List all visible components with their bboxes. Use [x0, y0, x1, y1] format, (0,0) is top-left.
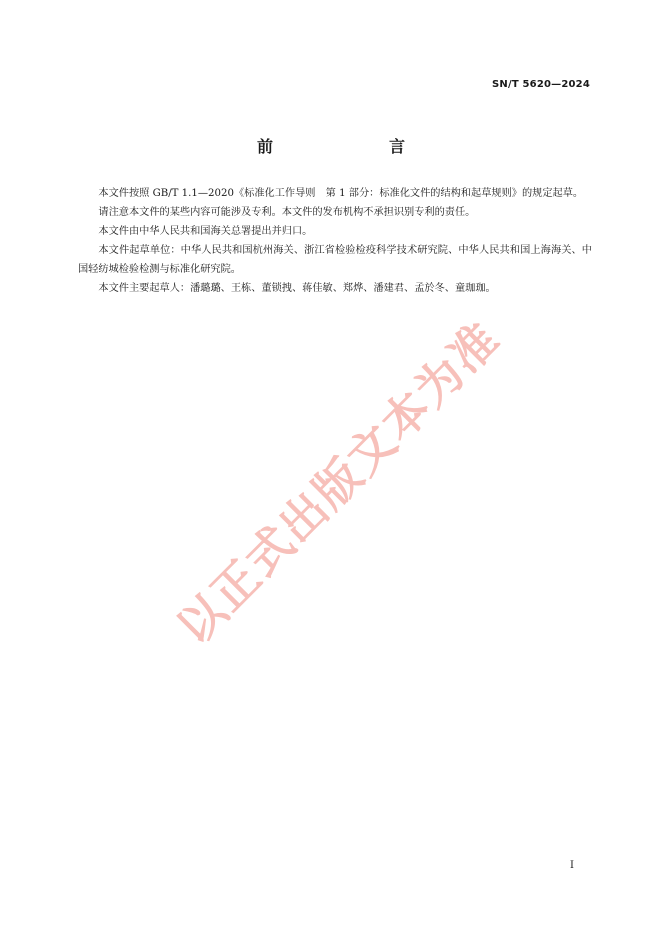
paragraph-drafters: 本文件主要起草人：潘璐璐、王栋、董锁拽、蒋佳敏、郑烨、潘建君、孟於冬、童珈珈。: [98, 283, 496, 294]
watermark-stamp: 以正式出版文本为准: [166, 311, 511, 655]
page-number: I: [570, 860, 574, 871]
standard-code: SN/T 5620—2024: [492, 79, 590, 90]
paragraph-patent-notice: 请注意本文件的某些内容可能涉及专利。本文件的发布机构不承担识别专利的责任。: [98, 207, 476, 218]
paragraph-drafting-units: 本文件起草单位：中华人民共和国杭州海关、浙江省检验检疫科学技术研究院、中华人民共和国上海海关、中国轻纺城检验检测与标准化研究院。: [78, 245, 592, 275]
paragraph-proposer: 本文件由中华人民共和国海关总署提出并归口。: [98, 226, 313, 237]
page-title: 前 言: [256, 137, 433, 156]
paragraph-drafting-rules: 本文件按照 GB/T 1.1—2020《标准化工作导则 第 1 部分：标准化文件的结构和起草规则》的规定起草。: [98, 188, 584, 199]
foreword-body: [78, 184, 592, 298]
